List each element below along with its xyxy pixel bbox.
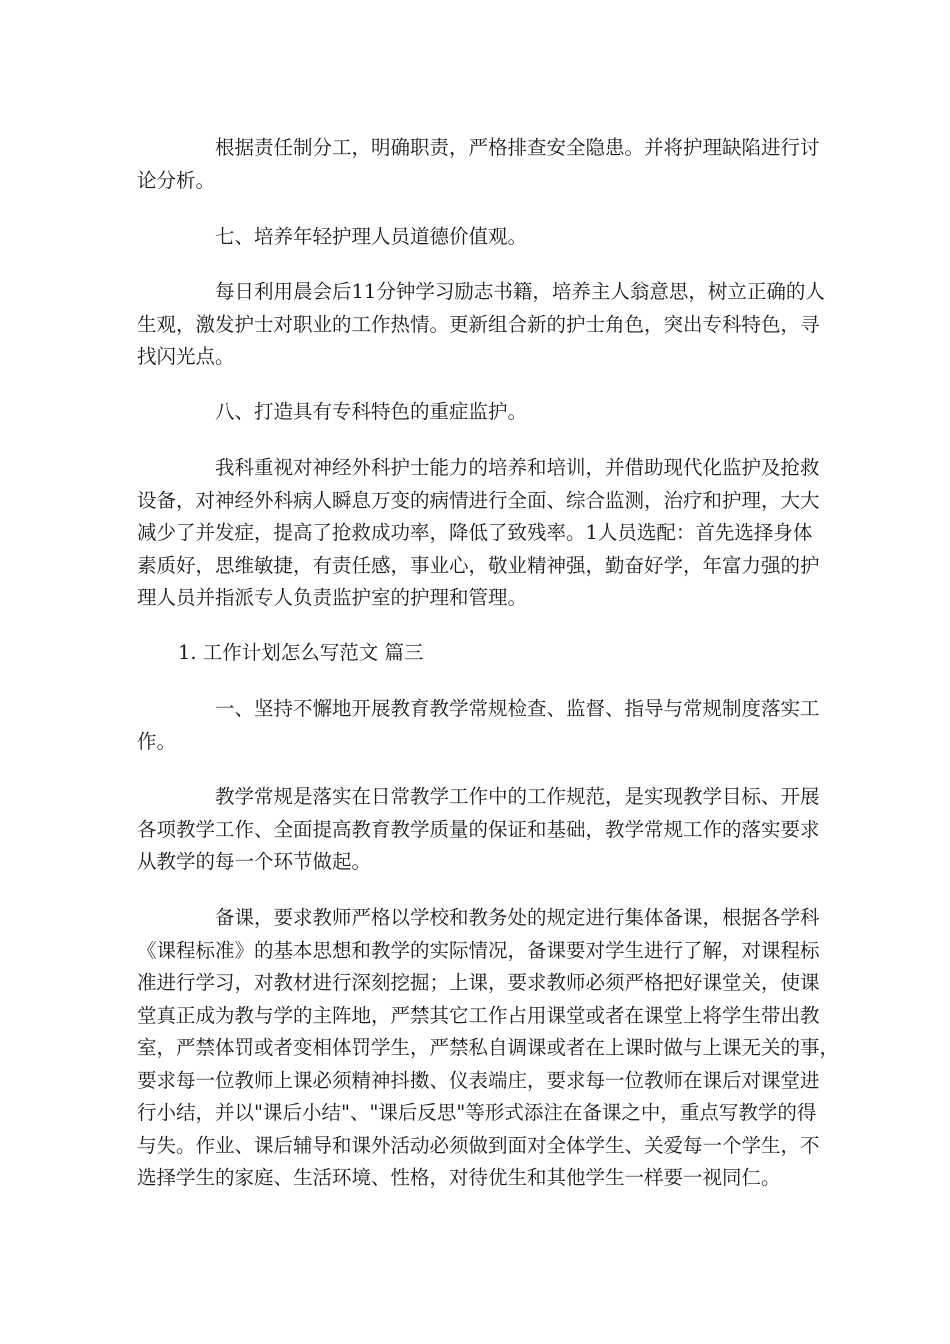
text-line: 要求每一位教师上课必须精神抖擞、仪表端庄，要求每一位教师在课后对课堂进 [137, 1068, 820, 1092]
text-line: 教学常规是落实在日常教学工作中的工作规范，是实现教学目标、开展 [215, 785, 820, 808]
paragraph-lesson-prep [137, 902, 840, 1195]
heading-eight [137, 396, 817, 429]
text-line: 《课程标准》的基本思想和教学的实际情况，备课要对学生进行了解，对课程标 [137, 938, 820, 962]
text-line: 一、坚持不懈地开展教育教学常规检查、监督、指导与常规制度落实工 [215, 697, 820, 720]
heading-text: 七、培养年轻护理人员道德价值观。 [215, 225, 528, 248]
text-line: 根据责任制分工，明确职责，严格排查安全隐患。并将护理缺陷进行讨 [215, 136, 820, 159]
paragraph-intensive-care [137, 452, 820, 615]
text-line: 论分析。 [137, 168, 216, 192]
text-line: 每日利用晨会后11分钟学习励志书籍，培养主人翁意思，树立正确的人 [215, 280, 825, 303]
text-line: 选择学生的家庭、生活环境、性格，对待优生和其他学生一样要一视同仁。 [137, 1166, 781, 1189]
heading-text: 八、打造具有专科特色的重症监护。 [215, 400, 528, 423]
text-line: 行小结，并以"课后小结"、"课后反思"等形式添注在备课之中，重点写教学的得 [137, 1101, 817, 1124]
text-line: 备课，要求教师严格以学校和教务处的规定进行集体备课，根据各学科 [215, 906, 820, 929]
text-line: 我科重视对神经外科护士能力的培养和培训，并借助现代化监护及抢救 [215, 456, 820, 479]
text-line: 室，严禁体罚或者变相体罚学生，严禁私自调课或者在上课时做与上课无关的事， [137, 1036, 840, 1059]
paragraph-teaching-routine [137, 781, 820, 879]
text-line: 准进行学习，对教材进行深刻挖掘；上课，要求教师必须严格把好课堂关，使课 [137, 971, 820, 994]
text-line: 从教学的每一个环节做起。 [137, 850, 372, 873]
paragraph-routine-inspection [137, 693, 820, 758]
text-line: 作。 [137, 729, 177, 753]
text-line: 设备，对神经外科病人瞬息万变的病情进行全面、综合监测，治疗和护理，大大 [137, 488, 820, 512]
text-line: 生观，激发护士对职业的工作热情。更新组合新的护士角色，突出专科特色，寻 [137, 312, 820, 336]
text-line: 素质好，思维敏捷，有责任感，事业心，敬业精神强，勤奋好学，年富力强的护 [137, 553, 820, 577]
section-title-text: 1. 工作计划怎么写范文 篇三 [178, 641, 424, 664]
paragraph-morning-study [137, 276, 825, 374]
text-line: 减少了并发症，提高了抢救成功率，降低了致残率。1人员选配：首先选择身体 [137, 521, 813, 544]
text-line: 理人员并指派专人负责监护室的护理和管理。 [137, 586, 528, 609]
text-line: 找闪光点。 [137, 345, 235, 368]
text-line: 与失。作业、课后辅导和课外活动必须做到面对全体学生、关爱每一个学生，不 [137, 1133, 820, 1157]
text-line: 堂真正成为教与学的主阵地，严禁其它工作占用课堂或者在课堂上将学生带出教 [137, 1003, 820, 1027]
section-title [137, 637, 817, 670]
heading-seven [137, 221, 817, 254]
text-line: 各项教学工作、全面提高教育教学质量的保证和基础，教学常规工作的落实要求 [137, 817, 820, 841]
paragraph-responsibility [137, 132, 820, 197]
